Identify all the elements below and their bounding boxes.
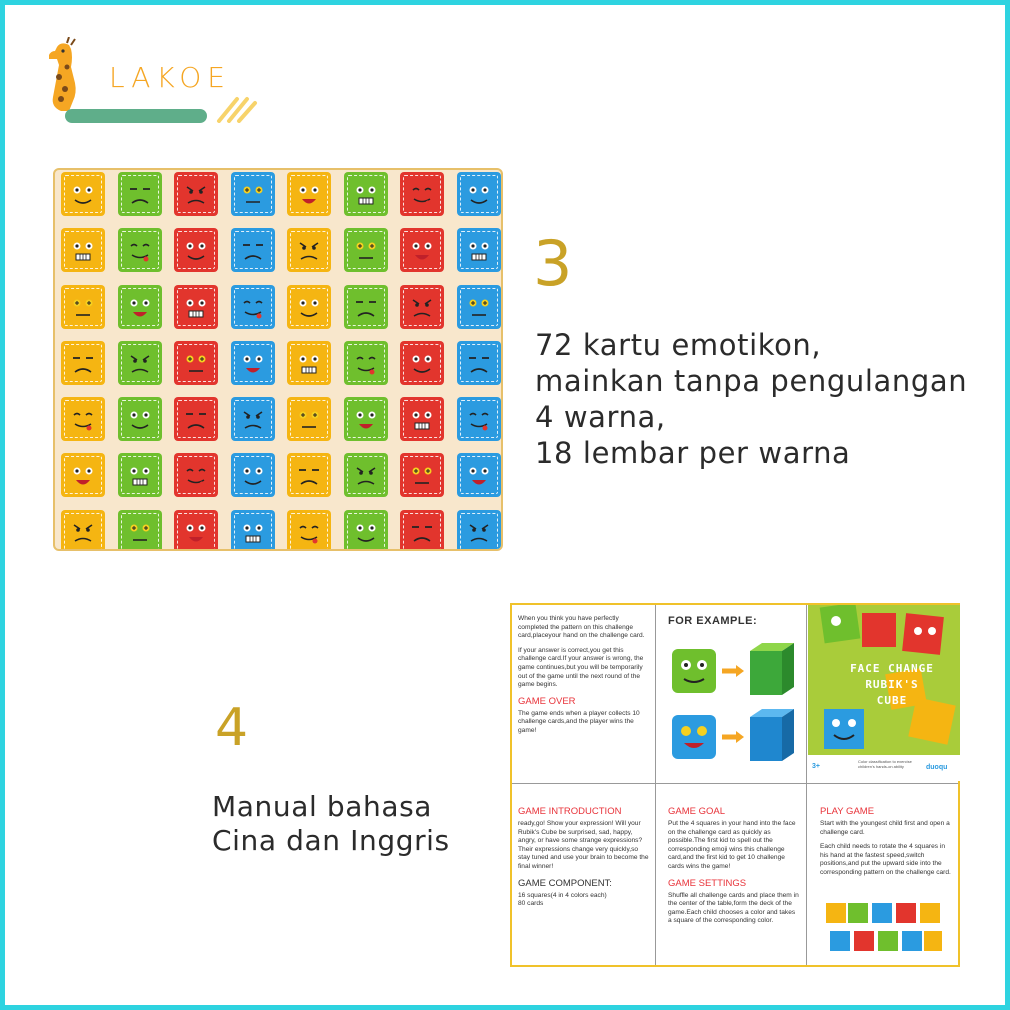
manual-heading: GAME SETTINGS (668, 877, 747, 889)
emoji-card (61, 397, 105, 441)
emoji-face-icon (287, 228, 331, 272)
emoji-face-icon (344, 172, 388, 216)
manual-cell-rules (512, 611, 655, 746)
emoji-face-icon (118, 341, 162, 385)
emoji-card (287, 172, 331, 216)
emoji-card-grid (59, 172, 501, 551)
emoji-face-icon (61, 397, 105, 441)
feature-3-line: 18 lembar per warna (535, 436, 851, 470)
emoji-card (118, 341, 162, 385)
play-tiles-illustration (824, 901, 944, 959)
emoji-card (457, 397, 501, 441)
feature-number-4: 4 (215, 698, 249, 758)
emoji-card (231, 397, 275, 441)
manual-paragraph: If your answer is correct,you get this challenge card.If your answer is wrong, the game continues,but you will be temporarily out of the game until the next round of the game begins. (518, 646, 644, 689)
cover-bottom-strip (808, 755, 960, 781)
feature-4-description (212, 790, 450, 858)
emoji-face-icon (174, 341, 218, 385)
brand-name: LAKOE (109, 61, 231, 94)
emoji-face-icon (344, 341, 388, 385)
emoji-card (231, 510, 275, 551)
emoji-card (287, 397, 331, 441)
emoji-face-icon (287, 341, 331, 385)
emoji-face-icon (400, 228, 444, 272)
emoji-face-icon (174, 510, 218, 551)
manual-paragraph: 80 cards (518, 900, 544, 908)
emoji-face-icon (174, 228, 218, 272)
emoji-card-board (53, 168, 503, 551)
cover-title (824, 661, 960, 709)
emoji-face-icon (400, 172, 444, 216)
manual-paragraph: Each child needs to rotate the 4 squares in his hand at the fastest speed,switch positions,and put the upward side into the corresponding pattern on the challenge card. (820, 843, 951, 876)
emoji-card (287, 341, 331, 385)
emoji-face-icon (457, 510, 501, 551)
cover-title-line: RUBIK'S (865, 678, 919, 691)
emoji-card (174, 341, 218, 385)
emoji-card (457, 453, 501, 497)
product-box-cover (808, 605, 960, 781)
emoji-face-icon (118, 285, 162, 329)
emoji-card (400, 228, 444, 272)
feature-3-line: 4 warna, (535, 400, 666, 434)
emoji-card (287, 510, 331, 551)
instruction-manual (510, 603, 960, 967)
emoji-face-icon (287, 397, 331, 441)
emoji-face-icon (231, 285, 275, 329)
emoji-card (344, 341, 388, 385)
example-title: FOR EXAMPLE: (668, 615, 758, 627)
emoji-card (118, 453, 162, 497)
emoji-face-icon (344, 228, 388, 272)
emoji-card (118, 397, 162, 441)
emoji-face-icon (231, 453, 275, 497)
emoji-card (457, 285, 501, 329)
emoji-face-icon (231, 228, 275, 272)
manual-cell-introduction (512, 799, 655, 913)
manual-heading: PLAY GAME (820, 806, 875, 817)
manual-paragraph: Shuffle all challenge cards and place them in the center of the table,form the deck of the game.Each child chooses a color and takes a square of the corresponding color. (668, 891, 799, 925)
manual-paragraph: The game ends when a player collects 10 challenge cards,and the player wins the game! (518, 709, 640, 734)
emoji-face-icon (344, 453, 388, 497)
emoji-face-icon (174, 285, 218, 329)
emoji-card (61, 285, 105, 329)
cover-note: Color classification to exercise children's hands-on ability (858, 759, 912, 769)
feature-number-3: 3 (533, 227, 573, 300)
logo-bar (65, 109, 207, 123)
manual-paragraph: When you think you have perfectly completed the pattern on this challenge card,placeyour hand on the challenge card. (518, 615, 645, 640)
emoji-face-icon (400, 397, 444, 441)
emoji-card (400, 341, 444, 385)
emoji-face-icon (61, 341, 105, 385)
manual-paragraph: Start with the youngest child first and open a challenge card. (820, 820, 950, 836)
example-illustration (664, 635, 804, 785)
emoji-face-icon (231, 341, 275, 385)
emoji-face-icon (174, 397, 218, 441)
emoji-card (231, 341, 275, 385)
emoji-card (287, 285, 331, 329)
manual-heading: GAME INTRODUCTION (518, 806, 622, 817)
emoji-face-icon (287, 285, 331, 329)
emoji-face-icon (61, 172, 105, 216)
manual-heading: GAME GOAL (668, 806, 726, 817)
manual-paragraph: 16 squares(4 in 4 colors each) (518, 891, 607, 899)
emoji-face-icon (344, 285, 388, 329)
logo-sparkle-icon (215, 95, 265, 123)
emoji-card (61, 510, 105, 551)
emoji-face-icon (118, 397, 162, 441)
feature-4-line: Manual bahasa (212, 790, 433, 823)
emoji-card (344, 397, 388, 441)
cover-title-line: FACE CHANGE (850, 662, 934, 675)
emoji-card (400, 397, 444, 441)
age-badge: 3+ (812, 763, 820, 770)
emoji-face-icon (457, 172, 501, 216)
emoji-card (118, 172, 162, 216)
manual-divider (655, 605, 656, 965)
emoji-face-icon (61, 510, 105, 551)
emoji-face-icon (457, 453, 501, 497)
emoji-card (344, 285, 388, 329)
emoji-face-icon (344, 510, 388, 551)
emoji-face-icon (231, 397, 275, 441)
emoji-face-icon (61, 228, 105, 272)
emoji-card (287, 453, 331, 497)
emoji-face-icon (61, 285, 105, 329)
emoji-card (61, 453, 105, 497)
emoji-card (400, 285, 444, 329)
emoji-card (118, 510, 162, 551)
emoji-card (457, 172, 501, 216)
emoji-card (344, 172, 388, 216)
feature-3-line: 72 kartu emotikon, (535, 328, 822, 362)
emoji-card (174, 510, 218, 551)
emoji-face-icon (400, 510, 444, 551)
emoji-face-icon (457, 397, 501, 441)
manual-paragraph: ready,go! Show your expression! Will your Rubik's Cube be surprised, sad, happy, angry, or have some strange expressions? Their expressions change very quickly,so stay tuned and use your brain to become the final winner! (518, 820, 649, 870)
cover-brand: duoqu (926, 764, 948, 771)
emoji-card (231, 228, 275, 272)
emoji-card (400, 453, 444, 497)
feature-3-line: mainkan tanpa pengulangan (535, 364, 968, 398)
emoji-face-icon (231, 172, 275, 216)
emoji-face-icon (400, 453, 444, 497)
manual-heading: GAME COMPONENT: (518, 877, 612, 889)
emoji-face-icon (400, 285, 444, 329)
emoji-card (174, 172, 218, 216)
emoji-face-icon (174, 172, 218, 216)
manual-cell-play (814, 799, 958, 888)
emoji-card (61, 341, 105, 385)
manual-heading: GAME OVER (518, 695, 576, 707)
emoji-face-icon (118, 172, 162, 216)
emoji-card (400, 172, 444, 216)
emoji-face-icon (400, 341, 444, 385)
emoji-face-icon (118, 510, 162, 551)
brand-logo (39, 37, 279, 127)
emoji-card (344, 228, 388, 272)
emoji-card (457, 341, 501, 385)
manual-cell-example (662, 613, 806, 630)
emoji-face-icon (344, 397, 388, 441)
cover-title-line: CUBE (876, 694, 908, 707)
emoji-face-icon (231, 510, 275, 551)
emoji-card (231, 285, 275, 329)
emoji-card (118, 285, 162, 329)
feature-3-description (535, 327, 967, 471)
emoji-face-icon (118, 453, 162, 497)
feature-4-line: Cina dan Inggris (212, 824, 450, 857)
emoji-face-icon (457, 228, 501, 272)
emoji-card (174, 285, 218, 329)
emoji-card (61, 228, 105, 272)
emoji-card (344, 510, 388, 551)
emoji-card (174, 397, 218, 441)
emoji-card (400, 510, 444, 551)
emoji-face-icon (287, 172, 331, 216)
emoji-face-icon (287, 510, 331, 551)
emoji-face-icon (287, 453, 331, 497)
emoji-face-icon (457, 285, 501, 329)
emoji-card (231, 453, 275, 497)
emoji-card (174, 453, 218, 497)
manual-divider (806, 605, 807, 965)
emoji-face-icon (457, 341, 501, 385)
manual-paragraph: Put the 4 squares in your hand into the face on the challenge card as quickly as possible.The first kid to spell out the corresponding emoji wins this challenge card,and the first kid to get 10 challenge cards wins the game! (668, 820, 796, 870)
emoji-card (174, 228, 218, 272)
emoji-face-icon (174, 453, 218, 497)
emoji-face-icon (61, 453, 105, 497)
emoji-card (457, 510, 501, 551)
emoji-card (344, 453, 388, 497)
emoji-face-icon (118, 228, 162, 272)
emoji-card (287, 228, 331, 272)
emoji-card (118, 228, 162, 272)
emoji-card (61, 172, 105, 216)
emoji-card (231, 172, 275, 216)
manual-cell-goal (662, 799, 806, 936)
emoji-card (457, 228, 501, 272)
